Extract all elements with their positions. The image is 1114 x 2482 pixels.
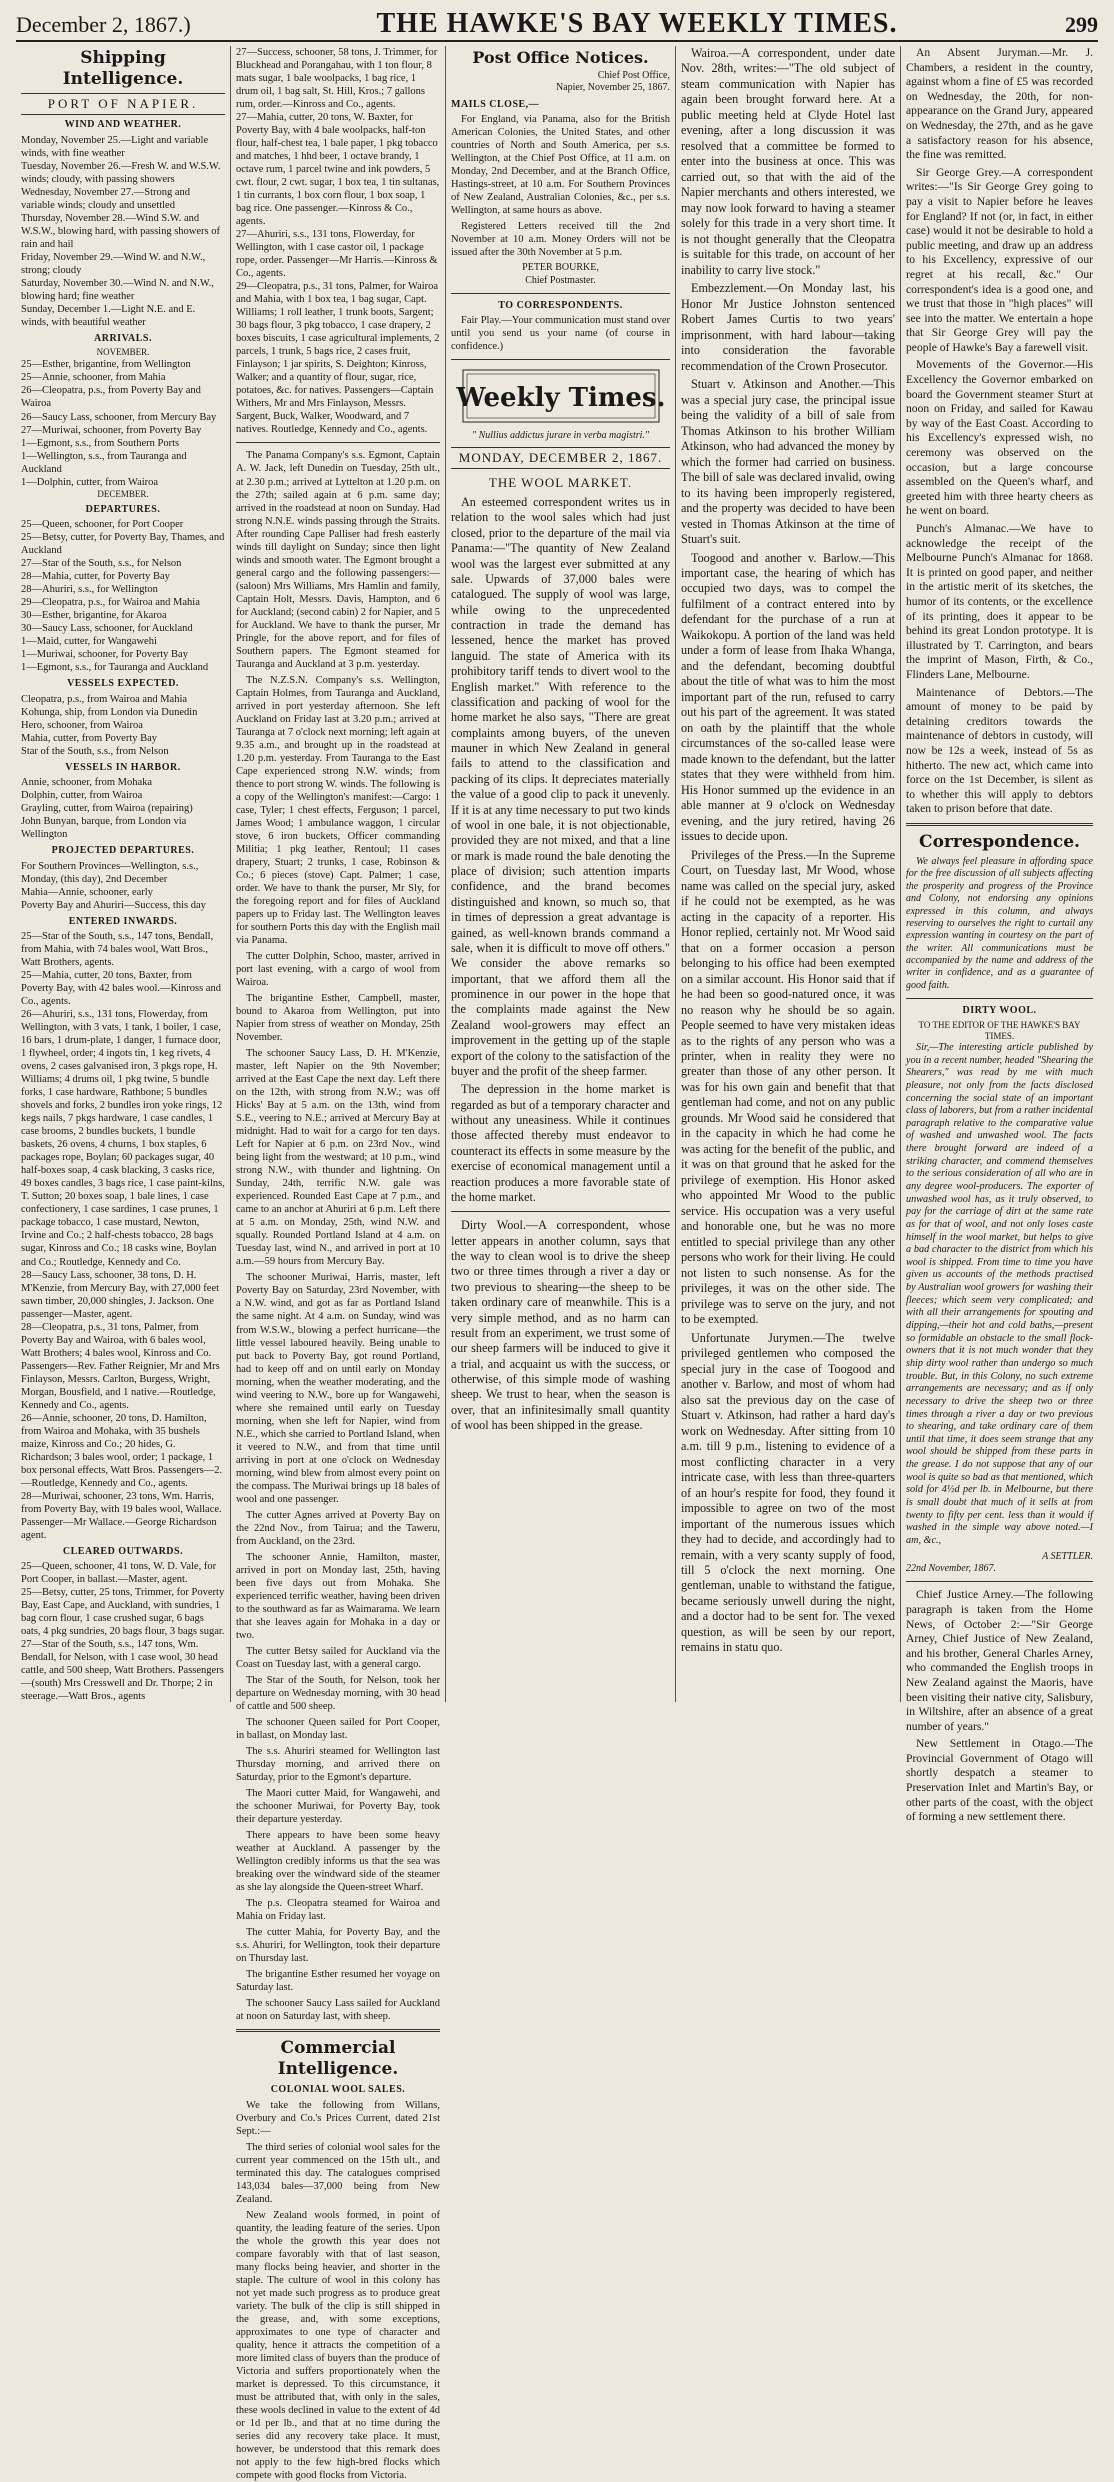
list-item: Friday, November 29.—Wind W. and N.W., strong; cloudy [21, 251, 206, 276]
list-item: Dolphin, cutter, from Wairoa [21, 790, 143, 802]
cleared-list [21, 1560, 225, 1703]
wool-sales-text [236, 2099, 440, 2482]
correspondents-text: Fair Play.—Your communication must stand over until you send us your name (of course in confidence.) [451, 315, 670, 353]
closing-news [906, 1588, 1093, 1825]
post-office-note: Registered Letters received till the 2nd November at 10 a.m. Money Orders will not be issued after the 30th November at 5 p.m. [451, 221, 670, 259]
list-item: 25—Queen, schooner, for Port Cooper [21, 519, 184, 531]
list-item: Hero, schooner, from Wairoa [21, 719, 143, 731]
list-item: 27—Success, schooner, 58 tons, J. Trimmer, for Bluckhead and Porangahau, with 1 ton flour, 8 mats sugar, 1 bale woolpacks, 1 bag rice, 1 drum oil, 1 bag salt, St. Hill, Kros.; 7 gallons rum, order.—Kinross and Co., agents. [236, 47, 438, 111]
letter-signature: A SETTLER. [1042, 1550, 1093, 1562]
correspondents-body [451, 314, 670, 353]
list-item: Wednesday, November 27.—Strong and variable winds; cloudy and unsettled [21, 186, 191, 211]
list-item: Cleopatra, p.s., from Wairoa and Mahia [21, 693, 188, 705]
paper-motto: " Nullius addictus jurare in verba magistri." [471, 430, 650, 442]
list-item: 28—Ahuriri, s.s., for Wellington [21, 584, 158, 596]
list-item: 1—Maid, cutter, for Wangawehi [21, 636, 157, 648]
weather-heading: WIND AND WEATHER. [64, 119, 182, 131]
letter-body [906, 1042, 1093, 1548]
list-item: Grayling, cutter, from Wairoa (repairing) [21, 803, 193, 815]
list-item: Annie, schooner, from Mohaka [21, 777, 153, 789]
postmaster-name: PETER BOURKE, [522, 262, 599, 274]
list-item: Monday, November 25.—Light and variable winds, with fine weather [21, 134, 209, 159]
letter-date: 22nd November, 1867. [906, 1562, 996, 1574]
paragraph: New Settlement in Otago.—The Provincial Government of Otago will shortly despatch a steamer to Preservation Inlet and Martin's Bay, or other parts of the coast, with the object of forming a new settlement there. [906, 1737, 1093, 1824]
list-item: 25—Annie, schooner, from Mahia [21, 372, 166, 384]
wool-market-headline: THE WOOL MARKET. [488, 474, 633, 490]
page-number: 299 [1065, 12, 1098, 37]
letter-to: TO THE EDITOR OF THE HAWKE'S BAY TIMES. [918, 1019, 1081, 1041]
list-item: Thursday, November 28.—Wind S.W. and W.S.W., blowing hard, with passing showers of rain and hail [21, 212, 221, 250]
list-item: 27—Ahuriri, s.s., 131 tons, Flowerday, for Wellington, with 1 case castor oil, 1 package rope, order. Passenger—Mr Harris.—Kinross & Co., agents. [236, 229, 438, 280]
list-item: 25—Star of the South, s.s., 147 tons, Bendall, from Mahia, with 74 bales wool, Watt Bros., Watt Brothers, agents. [21, 931, 214, 969]
paragraph: The depression in the home market is regarded as but of a temporary character and without any uneasiness. While it continues those affected thereby must endeavor to counteract its effects in some measure by the exercise of economical management until a reaction produces a more favorable state of the home market. [451, 1082, 670, 1204]
paragraph: There appears to have been some heavy weather at Auckland. A passenger by the Wellington credibly informs us that the sea was breaking over the windward side of the steamer as she lay alongside the Queen-street Wharf. [236, 1830, 440, 1894]
letter-text: Sir,—The interesting article published by you in a recent number, headed "Shearing the Shearers," was read by me with much pleasure, not only from the facts disclosed concerning the social state of an important class of laborers, but from a rather incidental paragraph relative to the comparative value of washed and unwashed wool. The facts there brought forward are indeed of a striking character, and commend themselves to the serious consideration of all who are in any degree wool-producers. The exporter of unwashed wool has, as it truly observed, to pay for the carriage of dirt at the same rate as for that of wool, and not only loses caste himself in the wool market, but helps to give a bad character to the district from which his wool is shipped. From time to time you have given us accounts of the methods practised by Australian wool growers for washing their fleeces; which seem very complicated; and with all their arrangements for spouting and dipping,—their hot and cold baths,—present so formidable an obstacle to the small flock-owners that it is not much wonder that they ship dirty wool rather than undergo so much trouble. But, in this Colony, no such extreme arrangements are necessary; and as if only necessary to drive the sheep two or three times through a river a day or two previous to shearing, and take ordinary care of them until that time, it does seem strange that any wool should be shipped from these parts in the grease. I do not suppose that any of our wool is quite so bad as that mentioned, which sold for 4½d per lb. in Melbourne, but there is small doubt that much of it sells at from twenty to fifty per cent. less than it would if washed in the simple way above noted.—I am, &c., [906, 1041, 1093, 1546]
list-item: 28—Saucy Lass, schooner, 38 tons, D. H. M'Kenzie, from Mercury Bay, with 27,000 feet sawn timber, 20,000 shingles, J. Jackson. One passenger—Master, agent. [21, 1269, 220, 1320]
post-office-text: For England, via Panama, also for the British American Colonies, the United States, and other countries of North and South America, per s.s. Wellington, at the Chief Post Office, at 11 a.m. on Monday, 2nd December, and at the Branch Office, Hastings-street, at 10 a.m. For Southern Provinces of New Zealand, Australian Colonies, &c., per s.s. Wellington, at same hours as above. [451, 114, 670, 217]
dirty-wool-note: Dirty Wool.—A correspondent, whose letter appears in another column, says that the way to clean wool is to drive the sheep two or three times through a river a day or two previous to shearing—the sheep to be taken ordinary care of meanwhile. This is a very simple method, and as no harm can result from an experiment, we trust some of our sheep farmers will be induced to give it a trial, and acquaint us with the success, or otherwise, of this simple mode of washing sheep. We trust to hear, when the season is over, that an infinitesimally small quantity of wool has been shipped in the grease. [451, 1218, 670, 1433]
list-item: 27—Star of the South, s.s., for Nelson [21, 558, 182, 570]
list-item: 28—Muriwai, schooner, 23 tons, Wm. Harris, from Poverty Bay, with 19 bales wool, Wallace. Passenger—Mr Wallace.—George Richardson agent. [21, 1490, 222, 1541]
departures-heading: DEPARTURES. [85, 503, 161, 515]
list-item: 27—Star of the South, s.s., 147 tons, Wm. Bendall, for Nelson, with 1 case wool, 30 head cattle, and 500 sheep, Watt Brothers. Passengers—(south) Mrs Cresswell and Dr. Thorpe; 2 in steerage.—Watt Bros., agents [21, 1639, 224, 1703]
logo-text: Weekly Times. [455, 383, 666, 414]
wool-sales-heading: COLONIAL WOOL SALES. [270, 2084, 406, 2096]
column-editorial [446, 46, 676, 1702]
paragraph: The schooner Saucy Lass, D. H. M'Kenzie, master, left Napier on the 9th November; arrived at the East Cape the next day. Left there on the 12th, with strong from N.W.; was off Hicks' Bay at 5 a.m. on the 13th, wind from S.E., veering to N.E.; arrived at Mercury Bay at midnight. Had to wait for a cargo for ten days. Left for Napier at 6 p.m. on 23rd Nov., wind being light from the westward; at 10 p.m., wind strong N.W., with thunder and lightning. On Sunday, 24th, terrific N.W. gale was experienced. Rounded East Cape at 7 p.m., and came to an anchor at Ahuriri at 6 p.m. Left there at 5 a.m. on Monday, 25th, wind N.W. and squally. Rounded Portland Island at 4 a.m. on Tuesday last, wind N., and arrived in port at 10 a.m.—59 hours from Mercury Bay. [236, 1048, 440, 1268]
paragraph: Toogood and another v. Barlow.—This important case, the hearing of which has occupied two days, was to compel the fulfilment of a contract entered into by defendant for the purchase of a run at Waikokopu. A portion of the land was held under a form of lease from Ihaka Whanga, and the defendant, becoming doubtful about the title of what was to him the most important part of the run, refused to carry out his part of the agreement. It was stated on oath by the plaintiff that the whole circumstances of the so-called lease were made known to the defendant, but the latter states that they were withheld from him. His Honor summed up the evidence in an able manner at 9 o'clock on Wednesday evening, and the jury retired, having 26 issues to decide upon. [681, 550, 895, 844]
list-item: John Bunyan, barque, from London via Wellington [21, 816, 187, 841]
divider [906, 1581, 1093, 1582]
weekly-times-logo-art [455, 368, 666, 424]
list-item: 25—Esther, brigantine, from Wellington [21, 359, 191, 371]
list-item: 26—Ahuriri, s.s., 131 tons, Flowerday, from Wellington, with 3 vats, 1 tank, 1 boiler, 1 case, 16 bars, 1 drum-plate, 1 danger, 1 furnace door, 1 flywheel, order; 4 ingots tin, 1 keg rivets, 4 ovens, 2 cases galvanised iron, 3 pkgs rope, H. Williams; 4 drums oil, 1 pkg twine, 5 bundle forks, 1 case hardware, Rathbone; 5 bundles shovels and forks, 2 bundles iron yoke rings, 12 kegs nails, 7 pkgs hardware, 1 case candles, 1 case brooms, 2 bundles buckets, 1 bundle baskets, 26 ovens, 4 churns, 1 box staples, 6 packages rope, Boylan; 60 packages sugar, 40 half-boxes soap, 4 cask blacking, 3 casks rice, 49 boxes candles, 3 bags rice, 1 case paint-kilns, T. Sutton; 20 boxes soap, 1 bale lines, 1 case confectionery, 1 case sardines, 1 case prunes, 1 package tobacco, 1 case mustard, Newton, Irvine and Co.; 2 half-chests tobacco, 28 bags sugar, Kinross and Co.; 18 casks wine, Boylan and Co.; Routledge, Kennedy and Co. [21, 1009, 225, 1268]
weather-list [21, 134, 225, 329]
paragraph: The cutter Agnes arrived at Poverty Bay on the 22nd Nov., from Tairua; and the Taweru, from Auckland, on the 23rd. [236, 1509, 440, 1547]
list-item: 25—Mahia, cutter, 20 tons, Baxter, from Poverty Bay, with 42 bales wool.—Kinross and Co., agents. [21, 970, 221, 1008]
divider [906, 998, 1093, 999]
departures-list [21, 518, 225, 674]
weekly-times-logo [451, 368, 670, 428]
divider [906, 823, 1093, 826]
expected-heading: VESSELS EXPECTED. [67, 678, 179, 690]
divider [451, 359, 670, 360]
list-item: 29—Cleopatra, p.s., for Wairoa and Mahia [21, 597, 200, 609]
column-shipping-continued [231, 46, 446, 2482]
shipping-news [236, 449, 440, 2023]
paragraph: Punch's Almanac.—We have to acknowledge the receipt of the Melbourne Punch's Almanac for 1868. It is printed on good paper, and neither in the artistic merit of its sketches, the humor of its contents, or the excellence of its printing, does it appear to be behind its great London prototype. It is illustrated by T. Carrington, and bears the imprint of Mason, Firth, & Co., Flinders Lane, Melbourne. [906, 522, 1093, 681]
column-local-news [676, 46, 901, 1702]
list-item: 27—Mahia, cutter, 20 tons, W. Baxter, for Poverty Bay, with 4 bale woolpacks, half-ton flour, half-chest tea, 1 bale paper, 1 pkg tobacco and matches, 1 hhd beer, 1 octave brandy, 1 octave rum, 1 parcel twine and ink powders, 5 cwt. flour, 2 cwt. sugar, 1 box tea, 1 tin sultanas, 1 tin currants, 1 box corn flour, 1 box soap, 1 bag rice. One passenger.—Kinross & Co., agents. [236, 112, 440, 228]
list-item: 28—Cleopatra, p.s., 31 tons, Palmer, from Poverty Bay and Wairoa, with 6 bales wool, Watt Brothers; 4 bales wool, Kinross and Co. Passengers—Rev. Father Reignier, Mr and Mrs Finlayson, Messrs. Carlton, Burgess, Wright, Morgan, Bousfield, and 1 native.—Routledge, Kennedy and Co., agents. [21, 1321, 220, 1411]
entered-heading: ENTERED INWARDS. [68, 915, 178, 927]
local-news-continued [906, 46, 1093, 817]
mails-close: MAILS CLOSE,— [451, 98, 540, 110]
port-heading: PORT OF NAPIER. [21, 93, 225, 115]
paragraph: The Maori cutter Maid, for Wangawehi, and the schooner Muriwai, for Poverty Bay, took their departure yesterday. [236, 1788, 440, 1826]
paper-title: THE HAWKE'S BAY WEEKLY TIMES. [376, 8, 898, 39]
post-office-heading: Post Office Notices. [472, 48, 649, 67]
entered-list [21, 930, 225, 1542]
list-item: Sunday, December 1.—Light N.E. and E. winds, with beautiful weather [21, 303, 196, 328]
arrivals-month: NOVEMBER. [96, 347, 150, 358]
paragraph: Unfortunate Jurymen.—The twelve privileged gentlemen who composed the special jury in the case of Toogood and another v. Barlow, and most of whom had also sat the previous day on the case of Stuart v. Atkinson, had rather a hard day's work on Wednesday. After sitting from 10 a.m. till 9 p.m., listening to evidence of a most conflicting character in a very intricate case, with less than three-quarters of an hour's respite for food, they found it impossible to agree on two of the most important of the numerous issues which they had to decide, and accordingly had to remain, with a very scanty supply of food, till 5 o'clock the next morning. One gentleman, unable to withstand the fatigue, became seriously unwell during the night, and a doctor had to be sent for. The vexed question, as will be seen by our report, remains in statu quo. [681, 1330, 895, 1655]
paragraph: An Absent Juryman.—Mr. J. Chambers, a resident in the country, against whom a fine of £5 was recorded on Wednesday, the 20th, for non-appearance on the Grand Jury, appeared on Wednesday, the 27th, and as he gave a satisfactory reason for his absence, the fine was remitted. [906, 46, 1093, 162]
editorial-dateline: MONDAY, DECEMBER 2, 1867. [451, 447, 670, 469]
paragraph: We take the following from Willans, Overbury and Co.'s Prices Current, dated 21st Sept.:— [236, 2099, 440, 2137]
paragraph: The s.s. Ahuriri steamed for Wellington last Thursday morning, and arrived there on Saturday, prior to the Egmont's departure. [236, 1745, 440, 1784]
paragraph: The schooner Saucy Lass sailed for Auckland at noon on Saturday last, with sheep. [236, 1998, 440, 2023]
list-item: 27—Muriwai, schooner, from Poverty Bay [21, 424, 202, 436]
shipping-heading: Shipping Intelligence. [62, 48, 184, 90]
paragraph: Movements of the Governor.—His Excellency the Governor embarked on board the Government steamer Sturt at noon on Friday, and sailed for Kawau by way of the East Coast. According to his Excellency's expressed wish, no ceremony was observed on the occasion, but a large concourse assembled on the Queen's wharf, and greeted him with three hearty cheers as he went on board. [906, 358, 1093, 518]
correspondence-note: We always feel pleasure in affording space for the free discussion of all subjects affecting the prosperity and progress of the Province and Colony, not endorsing any opinions expressed in this column, and always reserving to ourselves the right to curtail any expression wanting in courtesy on the part of the writer. All communications must be accompanied by the name and address of the writer in confidence, and as a guarantee of good faith. [906, 855, 1093, 991]
paragraph: Wairoa.—A correspondent, under date Nov. 28th, writes:—"The old subject of steam communication with Napier has again been brought forward here. At a public meeting held at Clyde Hotel last evening, after a long discussion it was resolved that a committee be formed to enter into the business at once. This was carried out, so that with the aid of the Napier merchants and others interested, we may now look forward to having a steamer solely for this trade in a very short time. It is not thought generally that the Cleopatra is suitable for this trade, on account of her inability to carry live stock." [681, 46, 895, 277]
projected-heading: PROJECTED DEPARTURES. [51, 845, 195, 857]
local-news [681, 46, 895, 1656]
list-item: 1—Wellington, s.s., from Tauranga and Auckland [21, 450, 187, 475]
paragraph: The Star of the South, for Nelson, took her departure on Wednesday morning, with 30 head of cattle and 500 sheep. [236, 1674, 440, 1712]
paragraph: Sir George Grey.—A correspondent writes:—"Is Sir George Grey going to pay a visit to Napier before he leaves for England? If not (or, in fact, in either case) would it not be desirable to hold a public meeting, and draw up an address to his Excellency, expressive of our regret at his recall, &c." Our correspondent's idea is a good one, and we trust that those in "high places" will see into the matter. We entertain a hope that Sir George Grey will pay the people of Hawke's Bay a farewell visit. [906, 165, 1093, 354]
correspondents-heading: TO CORRESPONDENTS. [498, 299, 623, 311]
list-item: 26—Annie, schooner, 20 tons, D. Hamilton, from Wairoa and Mohaka, with 35 bushels maize, Kinross and Co.; 20 hides, G. Richardson; 3 bales wool, order; 1 package, 1 box personal effects, Watt Bros. Passengers—2.—Routledge, Kennedy and Co., agents. [21, 1412, 223, 1489]
divider [451, 1211, 670, 1212]
paragraph: The schooner Muriwai, Harris, master, left Poverty Bay on Saturday, 23rd November, with a N.W. wind, and got as far as Portland Island the same night. At 4 a.m. on Sunday, wind was from W.S.W., blowing a perfect hurricane—the little vessel laboured heavily. Being unable to put back to Poverty Bay, got round Portland, had to keep off and on until early on Monday morning, when the weather moderating, and the wind veering to N.W., bore up for Wangawehi, where she remained until early on Tuesday morning, when she left for Napier, wind from N.E., which she carried to Portland Island, when it veered to N.W., and from that time until arriving in port at one o'clock on Wednesday morning, wind blew from almost every point on the compass. The Muriwai brings up 18 bales of wool and one passenger. [236, 1272, 440, 1505]
paragraph: The cutter Dolphin, Schoo, master, arrived in port last evening, with a cargo of wool from Wairoa. [236, 951, 440, 989]
list-item: Mahia, cutter, from Poverty Bay [21, 732, 158, 744]
list-item: 28—Mahia, cutter, for Poverty Bay [21, 571, 170, 583]
paragraph: Embezzlement.—On Monday last, his Honor Mr Justice Johnston sentenced Robert James Curtis to two years' imprisonment, with hard labour—taking into consideration the favorable recommendation of the Crown Prosecutor. [681, 281, 895, 373]
list-item: 1—Muriwai, schooner, for Poverty Bay [21, 649, 188, 661]
cleared-heading: CLEARED OUTWARDS. [62, 1545, 184, 1557]
list-item: Star of the South, s.s., from Nelson [21, 745, 169, 757]
list-item: 25—Queen, schooner, 41 tons, W. D. Vale, for Port Cooper, in ballast.—Master, agent. [21, 1561, 217, 1586]
paragraph: Stuart v. Atkinson and Another.—This was a special jury case, the principal issue being the validity of a bill of sale from Thomas Atkinson to his brother William Atkinson, who had advanced the money by which the former had carried on business. The bill of sale was declared invalid, owing to its having been improperly registered, and the property was decided to have been vested in Thomas Atkinson at the time of Stuart's suit. [681, 377, 895, 547]
paragraph: The schooner Annie, Hamilton, master, arrived in port on Monday last, 25th, having been five days out from Mohaka. She experienced terrific weather, having been driven to the southward as far as Waimarama. We learn that she leaves again for Mohaka in a day or two. [236, 1551, 440, 1641]
list-item: 1—Egmont, s.s., from Southern Ports [21, 437, 180, 449]
columns [16, 46, 1098, 2482]
list-item: 26—Saucy Lass, schooner, from Mercury Bay [21, 411, 217, 423]
column-shipping [16, 46, 231, 1702]
paragraph: Privileges of the Press.—In the Supreme Court, on Tuesday last, Mr Wood, whose name was called on the special jury, asked if he could not be exempted, as he was acting in the capacity of a reporter. His Honor replied, certainly not. Mr Wood said that on a former occasion a person belonging to his office had been exempted on a similar account. His Honor said that if he had been so good-natured once, it was no reason why he should be so again. People seemed to have very mistaken ideas as to the rights of any person who was a printer, when in reality they were no greater than those of any other person. It was for his own gain and benefit that that gentleman had come, and not on any public grounds. Mr Wood said he considered that in the capacity in which he had come he was acting for the benefit of the public, and it was on that ground that he asked for the privilege of exemption. His Honor asked who appointed Mr Wood to the public service. His occupation was a very useful and honorable one, but he was no more entitled to special privilege than any other persons who work for their living. He could not listen to such nonsense. As for the privileges, it was on the other side. The privilege was to serve on the jury, and not to be exempted. [681, 847, 895, 1327]
wool-market-article [451, 495, 670, 1205]
paragraph: Maintenance of Debtors.—The amount of money to be paid by detaining creditors towards the maintenance of debtors in custody, will now be 12s a week, instead of 5s as hitherto. The new act, which came into force on the 1st December, is silent as to whether this will apply to debtors taken to prison before that date. [906, 685, 1093, 816]
paragraph: New Zealand wools formed, in point of quantity, the leading feature of the series. Upon the whole the growth this year does not compare favorably with that of last season, many flocks being heavier, and shorter in the staple. The culture of wool in this colony has not yet made such progress as to produce great variety. The bulk of the clip is still shipped in the grease, and, with some exceptions, approximates to one type of character and quality, hence it attracts the competition of a more limited class of buyers than the produce of Victoria and suffers proportionately when the market is depressed. To this circumstance, it must be attributed that, with only in the sales, these wools declined in value to the extent of 4d or 1d per lb., and that at no time during the series did any recovery take place. It must, however, be understood that this remark does not apply to the few high-bred flocks which compete with good flocks from Victoria. [236, 2209, 440, 2482]
divider [236, 2029, 440, 2032]
paragraph: Chief Justice Arney.—The following paragraph is taken from the Home News, of October 2:—"Sir George Arney, Chief Justice of New Zealand, and his brother, General Charles Arney, who commanded the English troops in New Zealand against the Maoris, have been visiting their native city, Salisbury, in Wiltshire, after an absence of a great number of years." [906, 1588, 1093, 1733]
paragraph: The third series of colonial wool sales for the current year commenced on the 15th ult., and terminated this day. The catalogues comprised 143,034 bales—37,000 being from New Zealand. [236, 2141, 440, 2205]
letter-title: DIRTY WOOL. [962, 1005, 1037, 1017]
paragraph: The schooner Queen sailed for Port Cooper, in ballast, on Monday last. [236, 1716, 440, 1741]
correspondence-body [906, 856, 1093, 992]
list-item: 26—Cleopatra, p.s., from Poverty Bay and Wairoa [21, 385, 201, 410]
list-item: Kohunga, ship, from London via Dunedin [21, 706, 198, 718]
issue-date: December 2, 1867.) [16, 12, 191, 37]
list-item: 29—Cleopatra, p.s., 31 tons, Palmer, for Wairoa and Mahia, with 1 box tea, 1 bag sugar, Capt. Williams; 1 roll leather, 1 trunk boots, Sargent; 30 bags flour, 3 pkg tobacco, 1 case drapery, 2 boxes biscuits, 1 case agricultural implements, 2 parcels, 1 trunk, 5 bags rice, 2 cases fruit, Finlayson; 1 jar spirits, S. Deighton; Kinross, Walker; and a quantity of flour, sugar, rice, potatoes, &c. for natives. Passengers—Captain Withers, Mr and Mrs Finlayson, Messrs. Sargent, Buck, Walker, Woodward, and 7 natives. Routledge, Kennedy and Co., agents. [236, 281, 440, 436]
harbour-list [21, 776, 225, 841]
paragraph: The brigantine Esther, Campbell, master, bound to Akaroa from Wellington, put into Napier from stress of weather on Monday, 25th November. [236, 993, 440, 1044]
list-item: Poverty Bay and Ahuriri—Success, this day [21, 899, 206, 911]
arrivals-list [21, 358, 225, 488]
harbour-heading: VESSELS IN HARBOR. [65, 761, 181, 773]
divider [451, 293, 670, 294]
cleared-more-list [236, 46, 440, 436]
paragraph: The p.s. Cleopatra steamed for Wairoa and Mahia on Friday last. [236, 1898, 440, 1923]
expected-list [21, 693, 225, 758]
commercial-heading: Commercial Intelligence. [277, 2038, 399, 2080]
list-item: 1—Egmont, s.s., for Tauranga and Auckland [21, 662, 209, 674]
list-item: Mahia—Annie, schooner, early [21, 886, 153, 898]
post-office-body [451, 113, 670, 259]
paragraph: The cutter Betsy sailed for Auckland via the Coast on Tuesday last, with a general cargo. [236, 1645, 440, 1670]
dirty-wool-body [451, 1218, 670, 1433]
paragraph: An esteemed correspondent writes us in relation to the wool sales which had just closed, prior to the departure of the mail via Panama:—"The quantity of New Zealand wool was the largest ever submitted at any sale. Upwards of 37,000 bales were catalogued. The supply of wool was large, while owing to the unprecedented contraction in trade the demand has lessened, hence the market has proved languid. The state of America with its prohibitory tariff tends to divert wool to the English market." With reference to the classification and packing of wool for the home market he also says, "There are great complaints among buyers, of the uneven mauner in which New Zealand in general fails to attend to the classification and packing of its clips. It depreciates materially the value of a good clip to pack it unevenly. If it is at any time necessary to put two kinds of wool in one bale, it is not objectionable, provided they are not mixed, and that a line or mark is made round the bale denoting the place of division; such attention imparts confidence, and the brand becomes distinguished and known, so much so, that in times of depression a great advantage is gained, as well-known brands command a sale, when it is difficult to move off others." We consider the above remarks so important, that we afford them all the prominence in our power in the hope that the complaints made against the New Zealand wool-growers may effect an improvement in the getting up of the staple export of the colony to the satisfaction of the buyer and the profit of the sheep farmer. [451, 495, 670, 1078]
list-item: 1—Dolphin, cutter, from Wairoa [21, 476, 159, 488]
paragraph: The cutter Mahia, for Poverty Bay, and the s.s. Ahuriri, for Wellington, took their departure on Thursday last. [236, 1927, 440, 1965]
column-correspondence [901, 46, 1098, 1824]
list-item: Saturday, November 30.—Wind N. and N.W., blowing hard; fine weather [21, 277, 215, 302]
correspondence-heading: Correspondence. [919, 831, 1080, 852]
arrivals-heading: ARRIVALS. [94, 332, 152, 344]
list-item: 30—Saucy Lass, schooner, for Auckland [21, 623, 193, 635]
list-item: Tuesday, November 26.—Fresh W. and W.S.W. winds; cloudy, with passing showers [21, 160, 221, 185]
post-office-sub: Chief Post Office, [597, 69, 670, 81]
list-item: 30—Esther, brigantine, for Akaroa [21, 610, 167, 622]
post-office-date: Napier, November 25, 1867. [555, 82, 670, 94]
list-item: For Southern Provinces—Wellington, s.s., Monday, (this day), 2nd December [21, 860, 199, 885]
paragraph: The N.Z.S.N. Company's s.s. Wellington, Captain Holmes, from Tauranga and Auckland, arrived in port yesterday afternoon. She left Auckland on Friday last at 3.20 p.m.; arrived at Tauranga at 7 o'clock next morning; left again at 9.35 a.m., and brought up in the roadstead at 1.20 p.m. yesterday. From Tauranga to the East Cape experienced strong N.W. winds; from thence to port strong W. winds. The following is a copy of the Wellington's manifest:—Cargo: 1 case, Tyler; 1 chest effects, Ferguson; 1 parcel, James Wood; 1 ambulance waggon, 1 circular stove, 6 iron buckets, Officer commanding Militia; 1 pkg leather, Rentoul; 11 cases drapery, Stuart; 2 trunks, 1 case, Robinson & Co.; 6 pieces (stove) Capt. Palmer; 1 case, order. We have to thank the purser, Mr Sly, for the foregoing report and for files of Auckland papers up to Friday last. The Wellington leaves for southern Ports this day with the English mail via Panama. [236, 674, 440, 947]
post-office-notices [451, 48, 670, 95]
postmaster-title: Chief Postmaster. [525, 274, 596, 286]
list-item: 25—Betsy, cutter, for Poverty Bay, Thames, and Auckland [21, 532, 225, 557]
divider [236, 442, 440, 443]
projected-list [21, 860, 225, 912]
arrivals-month-2: DECEMBER. [97, 488, 149, 499]
paragraph: The Panama Company's s.s. Egmont, Captain A. W. Jack, left Dunedin on Tuesday, 25th ult., at 2.30 p.m.; arrived at Lyttelton at 1.20 p.m. on the 27th; sailed again at 6 p.m. same day; arrived in the roadstead at noon on Sunday. Had strong N.N.E. winds passing through the Straits. After rounding Cape Palliser had fresh easterly winds till daylight on Sunday; since then light winds and smooth water. The Egmont brought a general cargo and the following passengers:—(saloon) Mrs Williams, Mrs Hamlin and family, Captain Holt, Messrs. Davis, Hampton, and 6 for Auckland; (second cabin) 2 for Napier, and 5 for Auckland. We have to thank the purser, Mr Pringle, for the above report, and for files of Southern papers. The Egmont steamed for Tauranga and Auckland at 3 p.m. yesterday. [236, 450, 440, 670]
page-masthead [16, 8, 1098, 42]
paragraph: The brigantine Esther resumed her voyage on Saturday last. [236, 1969, 440, 1994]
list-item: 25—Betsy, cutter, 25 tons, Trimmer, for Poverty Bay, East Cape, and Auckland, with sundries, 1 bag corn flour, 1 case crushed sugar, 6 bags oats, 4 pkg sundries, 20 bags flour, 3 bags sugar. [21, 1587, 225, 1638]
